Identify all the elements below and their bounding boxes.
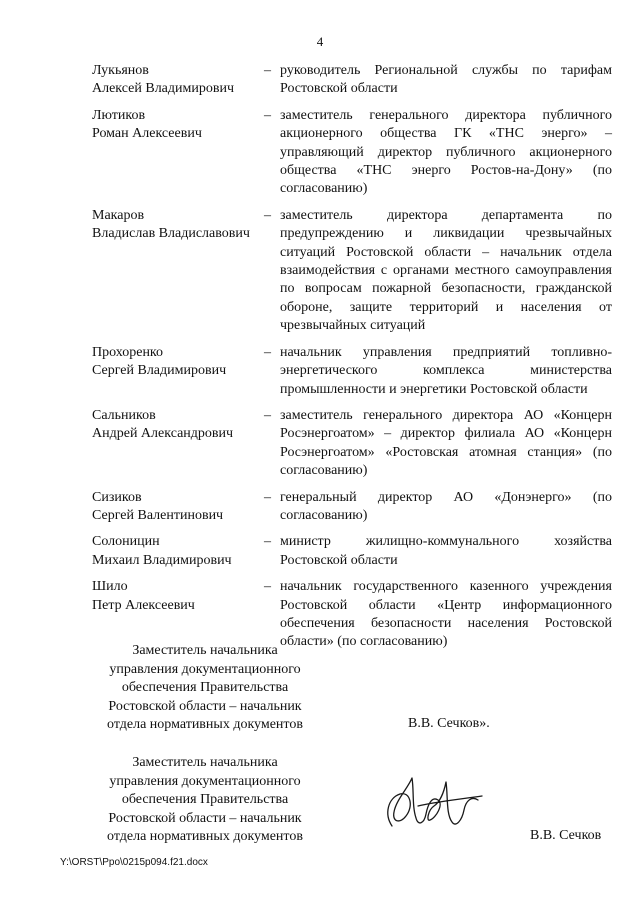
member-surname: Сизиков [92, 489, 142, 505]
member-row [92, 344, 612, 399]
dash: – [264, 63, 271, 78]
page-number: 4 [316, 34, 324, 49]
member-surname: Лукьянов [92, 63, 149, 78]
member-row [92, 489, 612, 526]
member-given-name: Петр Алексеевич [92, 597, 195, 613]
signoff-line: управления документационного [109, 661, 301, 677]
member-given-name: Сергей Валентинович [92, 507, 224, 523]
member-position: заместитель генерального директора публичного акционерного общества ГК «ТНС энерго» – управляющий директор публичного акционерного общества «ТНС энерго Ростов-на-Дону» (по согласованию) [280, 107, 612, 197]
member-surname: Лютиков [92, 107, 146, 123]
member-row [92, 533, 612, 570]
member-given-name: Михаил Владимирович [92, 552, 232, 568]
dash: – [264, 344, 271, 360]
member-row [92, 62, 612, 99]
member-position: министр жилищно-коммунального хозяйства Ростовской области [280, 534, 612, 568]
member-position: начальник государственного казенного учреждения Ростовской области «Центр информационного обеспечения безопасности населения Ростовской области» (по согласованию) [280, 579, 612, 650]
member-row [92, 407, 612, 481]
dash: – [264, 579, 271, 595]
member-position: начальник управления предприятий топливно-энергетического комплекса министерства промышленности и энергетики Ростовской области [280, 344, 612, 397]
member-surname: Макаров [92, 207, 145, 223]
signoff-title-2 [92, 754, 318, 847]
member-row [92, 578, 612, 652]
signoff-line: управления документационного [109, 773, 301, 789]
member-given-name: Роман Алексеевич [92, 126, 202, 142]
dash: – [264, 489, 271, 505]
dash: – [264, 107, 271, 123]
member-position: заместитель генерального директора АО «Концерн Росэнергоатом» – директор филиала АО «Концерн Росэнергоатом» «Ростовская атомная станция» (по согласованию) [280, 407, 612, 479]
signoff-line: Ростовской области – начальник [108, 810, 302, 826]
signoff-line: Заместитель начальника [132, 755, 278, 770]
member-row [92, 207, 612, 336]
signoff-line: отдела нормативных документов [107, 717, 303, 732]
dash: – [264, 207, 271, 223]
signoff-name-2: В.В. Сечков [530, 828, 602, 843]
dash: – [264, 407, 271, 423]
member-row [92, 107, 612, 199]
member-surname: Прохоренко [92, 344, 164, 360]
signoff-line: отдела нормативных документов [107, 829, 303, 844]
members-list [92, 62, 612, 660]
footer-file-path: Y:\ORST\Ppo\0215p094.f21.docx [60, 857, 208, 868]
signoff-line: Ростовской области – начальник [108, 698, 302, 714]
member-given-name: Андрей Александрович [92, 426, 234, 442]
member-position: руководитель Региональной службы по тарифам Ростовской области [280, 63, 612, 97]
signoff-name-1: В.В. Сечков». [408, 716, 490, 731]
member-surname: Шило [92, 579, 128, 595]
member-given-name: Владислав Владиславович [92, 226, 250, 242]
dash: – [264, 534, 271, 550]
member-given-name: Сергей Владимирович [92, 363, 227, 379]
signoff-title-1 [92, 642, 318, 735]
member-surname: Сальников [92, 407, 156, 423]
handwritten-signature [378, 770, 498, 840]
signoff-line: обеспечения Правительства [121, 792, 289, 807]
member-surname: Солоницин [92, 534, 160, 550]
signoff-line: Заместитель начальника [132, 643, 278, 658]
member-position: заместитель директора департамента по предупреждению и ликвидации чрезвычайных ситуаций Ростовской области – начальник отдела взаимодействия с органами местного самоуправления по вопросам пожарной безопасности, гражданской обороне, защите территорий и населения от чрезвычайных ситуаций [280, 207, 612, 334]
member-position: генеральный директор АО «Донэнерго» (по согласованию) [280, 489, 612, 523]
member-given-name: Алексей Владимирович [92, 81, 235, 97]
signoff-line: обеспечения Правительства [121, 680, 289, 695]
